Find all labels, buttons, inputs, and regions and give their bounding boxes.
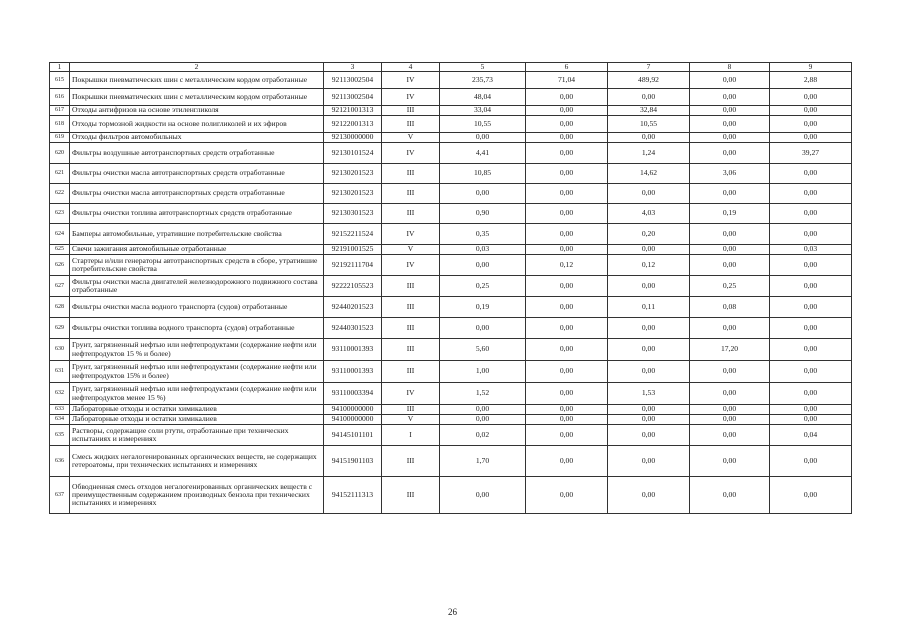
table-row xyxy=(50,184,852,204)
value-col-8: 0,19 xyxy=(690,204,770,224)
fkko-code: 93110003394 xyxy=(324,383,382,405)
value-col-6: 0,00 xyxy=(526,339,608,361)
value-col-6: 0,00 xyxy=(526,446,608,477)
table-row xyxy=(50,276,852,297)
value-col-7: 0,00 xyxy=(608,477,690,514)
value-col-6: 0,00 xyxy=(526,477,608,514)
value-col-7: 0,11 xyxy=(608,297,690,318)
value-col-7: 0,00 xyxy=(608,276,690,297)
fkko-code: 92440301523 xyxy=(324,318,382,339)
hazard-class: III xyxy=(382,446,440,477)
header-cell: 5 xyxy=(440,63,526,72)
fkko-code: 92121001313 xyxy=(324,106,382,116)
header-cell: 3 xyxy=(324,63,382,72)
waste-name: Отходы фильтров автомобильных xyxy=(70,133,324,143)
value-col-9: 0,00 xyxy=(770,116,852,133)
hazard-class: IV xyxy=(382,89,440,106)
value-col-7: 14,62 xyxy=(608,164,690,184)
row-number: 617 xyxy=(50,106,70,116)
fkko-code: 92222105523 xyxy=(324,276,382,297)
table-row xyxy=(50,116,852,133)
row-number: 627 xyxy=(50,276,70,297)
table-row xyxy=(50,72,852,89)
row-number: 635 xyxy=(50,425,70,446)
row-number: 631 xyxy=(50,361,70,383)
table-row xyxy=(50,297,852,318)
value-col-5: 1,00 xyxy=(440,361,526,383)
fkko-code: 92113002504 xyxy=(324,72,382,89)
waste-name: Фильтры очистки масла водного транспорта (судов) отработанные xyxy=(70,297,324,318)
waste-name: Лабораторные отходы и остатки химикалиев xyxy=(70,405,324,415)
value-col-9: 0,00 xyxy=(770,361,852,383)
value-col-9: 0,00 xyxy=(770,89,852,106)
fkko-code: 93110001393 xyxy=(324,361,382,383)
row-number: 637 xyxy=(50,477,70,514)
value-col-6: 0,00 xyxy=(526,245,608,255)
hazard-class: III xyxy=(382,297,440,318)
waste-name: Бамперы автомобильные, утратившие потребительские свойства xyxy=(70,224,324,245)
value-col-7: 0,00 xyxy=(608,415,690,425)
value-col-6: 0,00 xyxy=(526,106,608,116)
header-cell: 6 xyxy=(526,63,608,72)
table-row xyxy=(50,245,852,255)
value-col-8: 0,00 xyxy=(690,383,770,405)
fkko-code: 92130201523 xyxy=(324,184,382,204)
value-col-5: 0,02 xyxy=(440,425,526,446)
waste-name: Покрышки пневматических шин с металлическим кордом отработанные xyxy=(70,89,324,106)
value-col-6: 0,00 xyxy=(526,116,608,133)
row-number: 622 xyxy=(50,184,70,204)
row-number: 618 xyxy=(50,116,70,133)
row-number: 632 xyxy=(50,383,70,405)
value-col-6: 0,00 xyxy=(526,224,608,245)
value-col-5: 10,85 xyxy=(440,164,526,184)
value-col-6: 0,00 xyxy=(526,415,608,425)
fkko-code: 92152211524 xyxy=(324,224,382,245)
value-col-7: 0,00 xyxy=(608,133,690,143)
value-col-7: 0,00 xyxy=(608,318,690,339)
value-col-9: 0,00 xyxy=(770,477,852,514)
waste-name: Отходы тормозной жидкости на основе полигликолей и их эфиров xyxy=(70,116,324,133)
row-number: 634 xyxy=(50,415,70,425)
waste-name: Фильтры очистки масла автотранспортных средств отработанные xyxy=(70,184,324,204)
value-col-5: 33,04 xyxy=(440,106,526,116)
fkko-code: 92130101524 xyxy=(324,143,382,164)
value-col-6: 0,00 xyxy=(526,89,608,106)
value-col-6: 71,04 xyxy=(526,72,608,89)
value-col-9: 39,27 xyxy=(770,143,852,164)
waste-name: Грунт, загрязненный нефтью или нефтепродуктами (содержание нефти или нефтепродуктов 15 % и более) xyxy=(70,339,324,361)
value-col-7: 1,53 xyxy=(608,383,690,405)
row-number: 630 xyxy=(50,339,70,361)
value-col-6: 0,00 xyxy=(526,405,608,415)
value-col-8: 0,00 xyxy=(690,245,770,255)
row-number: 626 xyxy=(50,255,70,276)
value-col-5: 10,55 xyxy=(440,116,526,133)
value-col-5: 0,00 xyxy=(440,405,526,415)
value-col-9: 0,00 xyxy=(770,106,852,116)
hazard-class: III xyxy=(382,361,440,383)
value-col-8: 0,00 xyxy=(690,415,770,425)
value-col-5: 0,00 xyxy=(440,415,526,425)
value-col-5: 4,41 xyxy=(440,143,526,164)
hazard-class: IV xyxy=(382,224,440,245)
value-col-9: 0,04 xyxy=(770,425,852,446)
hazard-class: III xyxy=(382,276,440,297)
value-col-6: 0,00 xyxy=(526,164,608,184)
value-col-5: 1,52 xyxy=(440,383,526,405)
page-number: 26 xyxy=(448,607,457,617)
value-col-7: 0,00 xyxy=(608,184,690,204)
value-col-8: 0,00 xyxy=(690,184,770,204)
waste-name: Отходы антифризов на основе этиленгликоля xyxy=(70,106,324,116)
hazard-class: III xyxy=(382,106,440,116)
header-cell: 2 xyxy=(70,63,324,72)
row-number: 636 xyxy=(50,446,70,477)
value-col-8: 0,00 xyxy=(690,405,770,415)
hazard-class: III xyxy=(382,405,440,415)
waste-name: Покрышки пневматических шин с металлическим кордом отработанные xyxy=(70,72,324,89)
row-number: 628 xyxy=(50,297,70,318)
value-col-5: 0,90 xyxy=(440,204,526,224)
hazard-class: IV xyxy=(382,143,440,164)
value-col-9: 0,00 xyxy=(770,339,852,361)
value-col-5: 0,00 xyxy=(440,184,526,204)
fkko-code: 92113002504 xyxy=(324,89,382,106)
value-col-5: 48,04 xyxy=(440,89,526,106)
value-col-9: 0,00 xyxy=(770,318,852,339)
value-col-8: 0,00 xyxy=(690,446,770,477)
fkko-code: 92122001313 xyxy=(324,116,382,133)
hazard-class: V xyxy=(382,245,440,255)
value-col-8: 0,00 xyxy=(690,133,770,143)
value-col-5: 0,25 xyxy=(440,276,526,297)
table-row xyxy=(50,204,852,224)
value-col-8: 0,00 xyxy=(690,106,770,116)
fkko-code: 92191001525 xyxy=(324,245,382,255)
value-col-7: 4,03 xyxy=(608,204,690,224)
waste-name: Грунт, загрязненный нефтью или нефтепродуктами (содержание нефти или нефтепродуктов 15% и более) xyxy=(70,361,324,383)
value-col-6: 0,00 xyxy=(526,133,608,143)
hazard-class: III xyxy=(382,164,440,184)
table-row xyxy=(50,318,852,339)
row-number: 616 xyxy=(50,89,70,106)
table-row xyxy=(50,405,852,415)
value-col-9: 0,00 xyxy=(770,383,852,405)
row-number: 619 xyxy=(50,133,70,143)
hazard-class: III xyxy=(382,477,440,514)
value-col-5: 0,00 xyxy=(440,318,526,339)
row-number: 633 xyxy=(50,405,70,415)
value-col-9: 0,00 xyxy=(770,255,852,276)
value-col-7: 0,20 xyxy=(608,224,690,245)
value-col-9: 0,00 xyxy=(770,405,852,415)
table-row xyxy=(50,415,852,425)
hazard-class: I xyxy=(382,425,440,446)
value-col-9: 0,00 xyxy=(770,415,852,425)
value-col-5: 0,00 xyxy=(440,255,526,276)
value-col-8: 0,00 xyxy=(690,72,770,89)
value-col-5: 0,00 xyxy=(440,133,526,143)
waste-name: Фильтры воздушные автотранспортных средств отработанные xyxy=(70,143,324,164)
header-cell: 4 xyxy=(382,63,440,72)
value-col-6: 0,00 xyxy=(526,184,608,204)
value-col-6: 0,12 xyxy=(526,255,608,276)
value-col-8: 3,06 xyxy=(690,164,770,184)
fkko-code: 93110001393 xyxy=(324,339,382,361)
table-row xyxy=(50,425,852,446)
fkko-code: 92192111704 xyxy=(324,255,382,276)
waste-name: Фильтры очистки масла двигателей железнодорожного подвижного состава отработанные xyxy=(70,276,324,297)
value-col-9: 0,00 xyxy=(770,224,852,245)
waste-name: Фильтры очистки масла автотранспортных средств отработанные xyxy=(70,164,324,184)
value-col-7: 0,00 xyxy=(608,361,690,383)
row-number: 624 xyxy=(50,224,70,245)
value-col-5: 0,19 xyxy=(440,297,526,318)
table-row xyxy=(50,361,852,383)
hazard-class: IV xyxy=(382,255,440,276)
value-col-9: 0,03 xyxy=(770,245,852,255)
row-number: 623 xyxy=(50,204,70,224)
header-cell: 8 xyxy=(690,63,770,72)
hazard-class: IV xyxy=(382,383,440,405)
hazard-class: III xyxy=(382,339,440,361)
waste-name: Грунт, загрязненный нефтью или нефтепродуктами (содержание нефти или нефтепродуктов менее 15 %) xyxy=(70,383,324,405)
waste-name: Обводненная смесь отходов негалогенированных органических веществ с преимущественным содержанием производных бензола при технических испытаниях и измерениях xyxy=(70,477,324,514)
value-col-9: 2,88 xyxy=(770,72,852,89)
value-col-5: 5,60 xyxy=(440,339,526,361)
value-col-9: 0,00 xyxy=(770,297,852,318)
value-col-6: 0,00 xyxy=(526,361,608,383)
value-col-7: 10,55 xyxy=(608,116,690,133)
waste-name: Лабораторные отходы и остатки химикалиев xyxy=(70,415,324,425)
fkko-code: 94151901103 xyxy=(324,446,382,477)
value-col-8: 0,00 xyxy=(690,89,770,106)
value-col-8: 0,00 xyxy=(690,361,770,383)
value-col-9: 0,00 xyxy=(770,204,852,224)
row-number: 621 xyxy=(50,164,70,184)
value-col-7: 0,00 xyxy=(608,405,690,415)
fkko-code: 92130000000 xyxy=(324,133,382,143)
value-col-6: 0,00 xyxy=(526,204,608,224)
value-col-8: 0,25 xyxy=(690,276,770,297)
value-col-7: 0,00 xyxy=(608,425,690,446)
fkko-code: 94145101101 xyxy=(324,425,382,446)
value-col-7: 32,84 xyxy=(608,106,690,116)
value-col-8: 0,08 xyxy=(690,297,770,318)
value-col-7: 489,92 xyxy=(608,72,690,89)
hazard-class: III xyxy=(382,318,440,339)
value-col-6: 0,00 xyxy=(526,318,608,339)
table-row xyxy=(50,255,852,276)
row-number: 620 xyxy=(50,143,70,164)
table-row xyxy=(50,339,852,361)
hazard-class: III xyxy=(382,116,440,133)
value-col-8: 0,00 xyxy=(690,143,770,164)
value-col-9: 0,00 xyxy=(770,133,852,143)
value-col-7: 0,00 xyxy=(608,89,690,106)
value-col-5: 235,73 xyxy=(440,72,526,89)
value-col-7: 0,12 xyxy=(608,255,690,276)
row-number: 615 xyxy=(50,72,70,89)
value-col-6: 0,00 xyxy=(526,143,608,164)
value-col-9: 0,00 xyxy=(770,446,852,477)
fkko-code: 94100000000 xyxy=(324,405,382,415)
hazard-class: V xyxy=(382,133,440,143)
table-row xyxy=(50,224,852,245)
fkko-code: 92440201523 xyxy=(324,297,382,318)
waste-name: Стартеры и/или генераторы автотранспортных средств в сборе, утратившие потребительские свойства xyxy=(70,255,324,276)
value-col-9: 0,00 xyxy=(770,276,852,297)
value-col-6: 0,00 xyxy=(526,297,608,318)
value-col-8: 0,00 xyxy=(690,116,770,133)
value-col-8: 0,00 xyxy=(690,477,770,514)
hazard-class: III xyxy=(382,204,440,224)
fkko-code: 92130201523 xyxy=(324,164,382,184)
table-row xyxy=(50,143,852,164)
hazard-class: V xyxy=(382,415,440,425)
header-cell: 9 xyxy=(770,63,852,72)
hazard-class: III xyxy=(382,184,440,204)
value-col-6: 0,00 xyxy=(526,425,608,446)
waste-name: Растворы, содержащие соли ртути, отработанные при технических испытаниях и измерениях xyxy=(70,425,324,446)
fkko-code: 94152111313 xyxy=(324,477,382,514)
value-col-8: 0,00 xyxy=(690,425,770,446)
row-number: 625 xyxy=(50,245,70,255)
value-col-6: 0,00 xyxy=(526,383,608,405)
table-row xyxy=(50,477,852,514)
value-col-5: 0,35 xyxy=(440,224,526,245)
value-col-6: 0,00 xyxy=(526,276,608,297)
row-number: 629 xyxy=(50,318,70,339)
value-col-8: 17,20 xyxy=(690,339,770,361)
value-col-5: 0,03 xyxy=(440,245,526,255)
table-row xyxy=(50,89,852,106)
value-col-7: 0,00 xyxy=(608,245,690,255)
header-cell: 7 xyxy=(608,63,690,72)
value-col-9: 0,00 xyxy=(770,184,852,204)
fkko-code: 92130301523 xyxy=(324,204,382,224)
table-row xyxy=(50,446,852,477)
value-col-7: 0,00 xyxy=(608,339,690,361)
value-col-7: 1,24 xyxy=(608,143,690,164)
waste-name: Смесь жидких негалогенированных органических веществ, не содержащих гетероатомы, при технических испытаниях и измерениях xyxy=(70,446,324,477)
table-row xyxy=(50,106,852,116)
fkko-code: 94100000000 xyxy=(324,415,382,425)
waste-name: Свечи зажигания автомобильные отработанные xyxy=(70,245,324,255)
value-col-8: 0,00 xyxy=(690,224,770,245)
value-col-7: 0,00 xyxy=(608,446,690,477)
value-col-8: 0,00 xyxy=(690,255,770,276)
value-col-5: 1,70 xyxy=(440,446,526,477)
waste-name: Фильтры очистки топлива водного транспорта (судов) отработанные xyxy=(70,318,324,339)
value-col-8: 0,00 xyxy=(690,318,770,339)
waste-register-table xyxy=(49,62,852,514)
value-col-9: 0,00 xyxy=(770,164,852,184)
header-cell: 1 xyxy=(50,63,70,72)
waste-name: Фильтры очистки топлива автотранспортных средств отработанные xyxy=(70,204,324,224)
table-row xyxy=(50,383,852,405)
hazard-class: IV xyxy=(382,72,440,89)
value-col-5: 0,00 xyxy=(440,477,526,514)
table-row xyxy=(50,164,852,184)
table-row xyxy=(50,133,852,143)
header-row xyxy=(50,63,852,72)
